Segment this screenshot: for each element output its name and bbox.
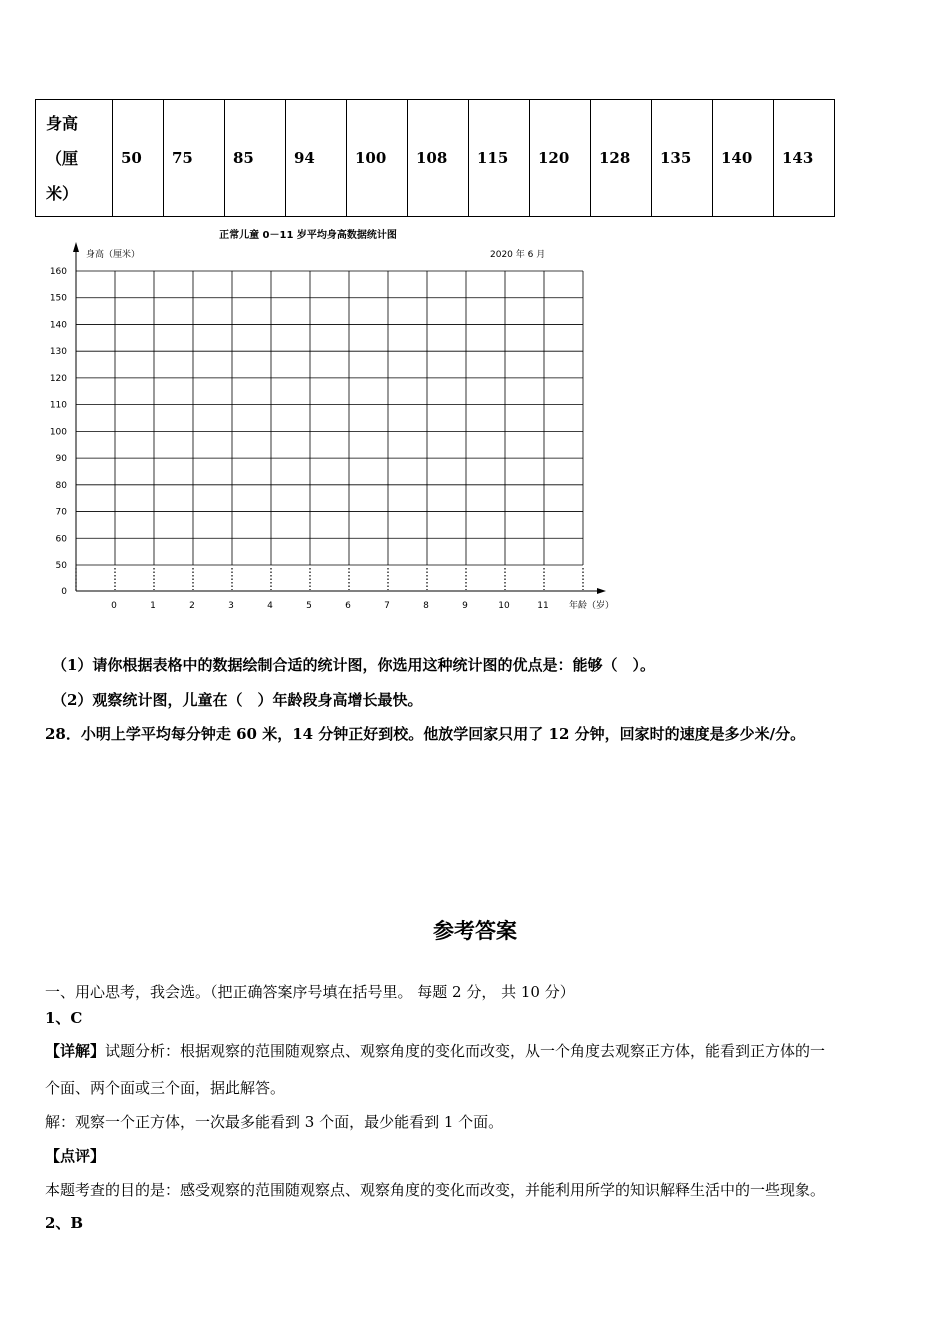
y-tick-label: 60 <box>55 534 67 545</box>
x-axis-label: 年龄（岁） <box>569 601 615 611</box>
table-cell: 94 <box>286 100 347 217</box>
x-tick-label: 3 <box>228 601 234 611</box>
table-cell: 135 <box>652 100 713 217</box>
x-tick-label: 2 <box>189 601 195 611</box>
table-cell: 115 <box>469 100 530 217</box>
table-cell: 128 <box>591 100 652 217</box>
x-tick-label: 4 <box>267 601 273 611</box>
table-row <box>36 100 835 217</box>
y-tick-label: 100 <box>49 427 67 438</box>
y-tick-label: 120 <box>49 373 67 384</box>
header-line: 米） <box>46 183 79 203</box>
table-cell: 75 <box>164 100 225 217</box>
table-cell: 50 <box>113 100 164 217</box>
x-tick-label: 5 <box>306 601 312 611</box>
table-cell: 143 <box>774 100 835 217</box>
y-axis-label: 身高（厘米） <box>86 250 141 260</box>
height-table <box>35 99 835 217</box>
x-tick-label: 11 <box>537 601 549 611</box>
chart-title: 正常儿童 0－11 岁平均身高数据统计图 <box>219 230 397 241</box>
height-chart <box>0 220 640 620</box>
table-cell: 85 <box>225 100 286 217</box>
x-tick-label: 1 <box>150 601 156 611</box>
x-tick-label: 6 <box>345 601 351 611</box>
x-tick-label: 10 <box>498 601 510 611</box>
detail-label: 【详解】 <box>45 1042 106 1060</box>
detail-continuation: 个面、两个面或三个面，据此解答。 <box>45 1079 286 1097</box>
y-tick-label: 160 <box>49 267 67 277</box>
question-1: （1）请你根据表格中的数据绘制合适的统计图，你选用这种统计图的优点是：能够（ ）。 <box>52 656 655 674</box>
table-cell: 100 <box>347 100 408 217</box>
table-header-cell <box>36 100 113 217</box>
x-tick-label: 7 <box>384 601 390 611</box>
header-line: 身高 <box>46 113 79 133</box>
y-tick-label: 140 <box>49 320 67 331</box>
x-tick-label: 0 <box>111 601 117 611</box>
question-28: 28．小明上学平均每分钟走 60 米，14 分钟正好到校。他放学回家只用了 12 分钟，回家时的速度是多少米/分。 <box>45 725 806 743</box>
table-cell: 120 <box>530 100 591 217</box>
comment-text: 本题考查的目的是：感受观察的范围随观察点、观察角度的变化而改变，并能利用所学的知识解释生活中的一些现象。 <box>45 1181 826 1199</box>
chart-axes <box>73 242 606 594</box>
header-line: （厘 <box>46 148 79 168</box>
y-tick-label: 70 <box>55 507 67 518</box>
x-axis-arrow-icon <box>597 588 606 594</box>
y-tick-label: 110 <box>49 400 67 411</box>
question-2: （2）观察统计图，儿童在（ ）年龄段身高增长最快。 <box>52 691 423 709</box>
y-tick-label: 0 <box>61 587 67 597</box>
y-tick-label: 50 <box>55 561 67 571</box>
solution: 解：观察一个正方体，一次最多能看到 3 个面，最少能看到 1 个面。 <box>45 1113 504 1131</box>
detail-paragraph <box>45 1040 825 1061</box>
answer-1: 1、C <box>45 1009 83 1027</box>
table-cell: 140 <box>713 100 774 217</box>
answer-2: 2、B <box>45 1214 84 1232</box>
y-tick-label: 80 <box>55 480 67 491</box>
section-1-heading: 一、用心思考，我会选。（把正确答案序号填在括号里。 每题 2 分， 共 10 分） <box>45 983 575 1001</box>
y-tick-label: 90 <box>55 454 67 465</box>
x-tick-label: 8 <box>423 601 429 611</box>
x-tick-label: 9 <box>462 601 468 611</box>
table-cell: 108 <box>408 100 469 217</box>
chart-tick-labels <box>50 267 549 611</box>
y-axis-arrow-icon <box>73 242 79 252</box>
detail-text: 试题分析：根据观察的范围随观察点、观察角度的变化而改变，从一个角度去观察正方体，能看到正方体的一 <box>105 1042 826 1060</box>
comment-label: 【点评】 <box>45 1147 106 1165</box>
answers-title: 参考答案 <box>433 918 517 943</box>
chart-date: 2020 年 6 月 <box>490 250 546 260</box>
y-tick-label: 130 <box>49 347 67 358</box>
chart-grid <box>76 271 583 590</box>
y-tick-label: 150 <box>49 293 67 304</box>
